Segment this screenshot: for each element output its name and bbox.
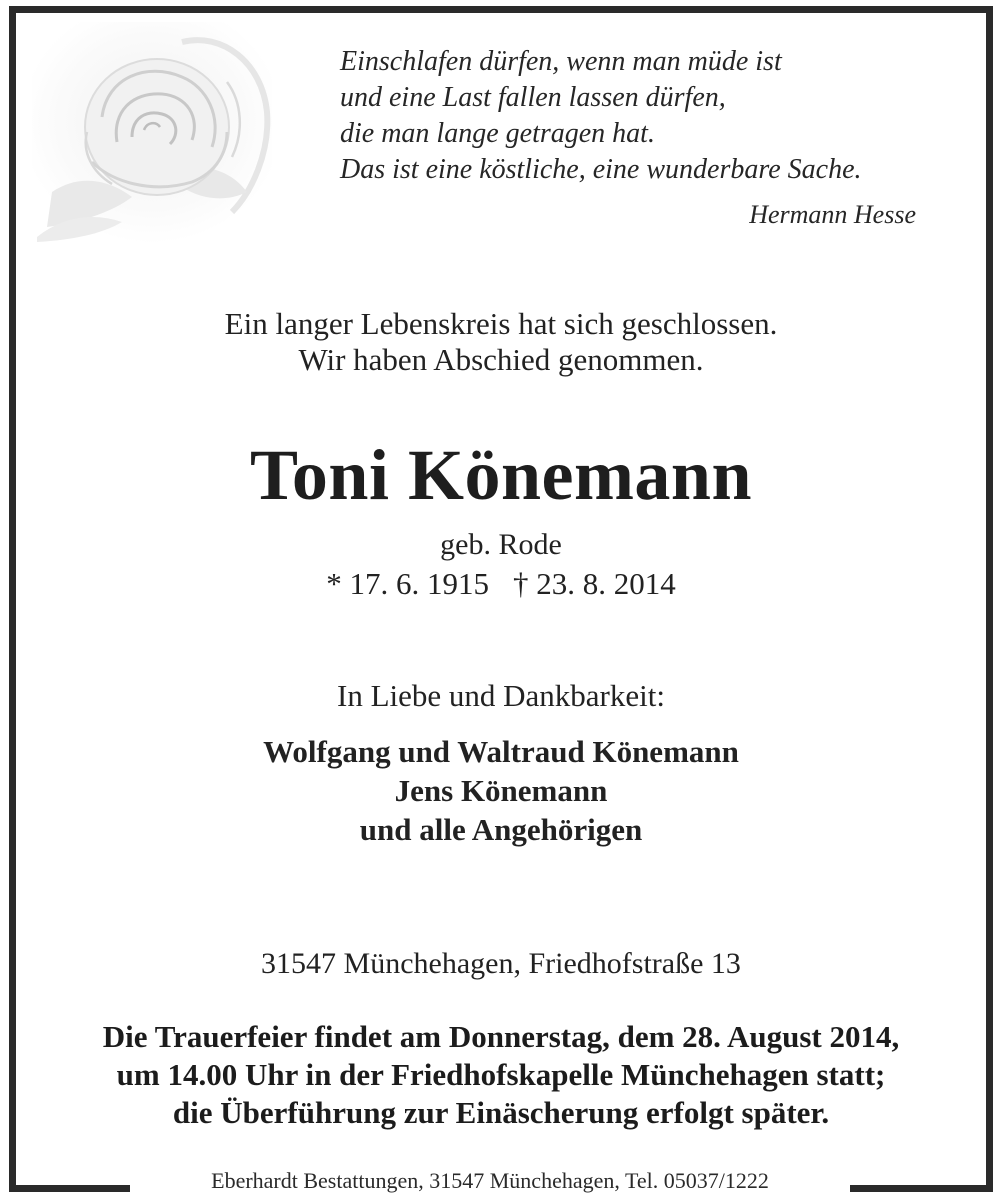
funeral-home-footer: Eberhardt Bestattungen, 31547 Münchehagen, Tel. 05037/1222 bbox=[130, 1166, 850, 1196]
funeral-notice bbox=[16, 1018, 986, 1132]
funeral-line: um 14.00 Uhr in der Friedhofskapelle Münchehagen statt; bbox=[116, 1057, 886, 1092]
intro-text bbox=[16, 306, 986, 378]
quote-line: und eine Last fallen lassen dürfen, bbox=[340, 82, 726, 113]
funeral-line: die Überführung zur Einäscherung erfolgt später. bbox=[172, 1095, 830, 1130]
family-address: 31547 Münchehagen, Friedhofstraße 13 bbox=[261, 947, 741, 980]
deceased-name: Toni Könemann bbox=[249, 435, 753, 515]
funeral-line: Die Trauerfeier findet am Donnerstag, dem 28. August 2014, bbox=[102, 1019, 900, 1054]
mourner-item: Wolfgang und Waltraud Könemann bbox=[263, 734, 739, 769]
intro-line: Wir haben Abschied genommen. bbox=[298, 342, 704, 377]
thanks-heading: In Liebe und Dankbarkeit: bbox=[337, 678, 665, 713]
quote-line: Das ist eine köstliche, eine wunderbare Sache. bbox=[340, 154, 862, 185]
quote-line: die man lange getragen hat. bbox=[340, 118, 655, 149]
mourner-item: und alle Angehörigen bbox=[359, 812, 643, 847]
quote-block bbox=[340, 44, 930, 188]
maiden-name: geb. Rode bbox=[440, 528, 562, 561]
death-date: † 23. 8. 2014 bbox=[513, 566, 676, 601]
rose-icon bbox=[32, 22, 272, 244]
mourner-item: Jens Könemann bbox=[394, 773, 608, 808]
quote-line: Einschlafen dürfen, wenn man müde ist bbox=[340, 46, 782, 77]
intro-line: Ein langer Lebenskreis hat sich geschlossen. bbox=[224, 306, 778, 341]
quote-author: Hermann Hesse bbox=[749, 200, 916, 229]
life-dates bbox=[16, 566, 986, 602]
birth-date: * 17. 6. 1915 bbox=[326, 566, 489, 601]
mourners-list bbox=[16, 732, 986, 849]
